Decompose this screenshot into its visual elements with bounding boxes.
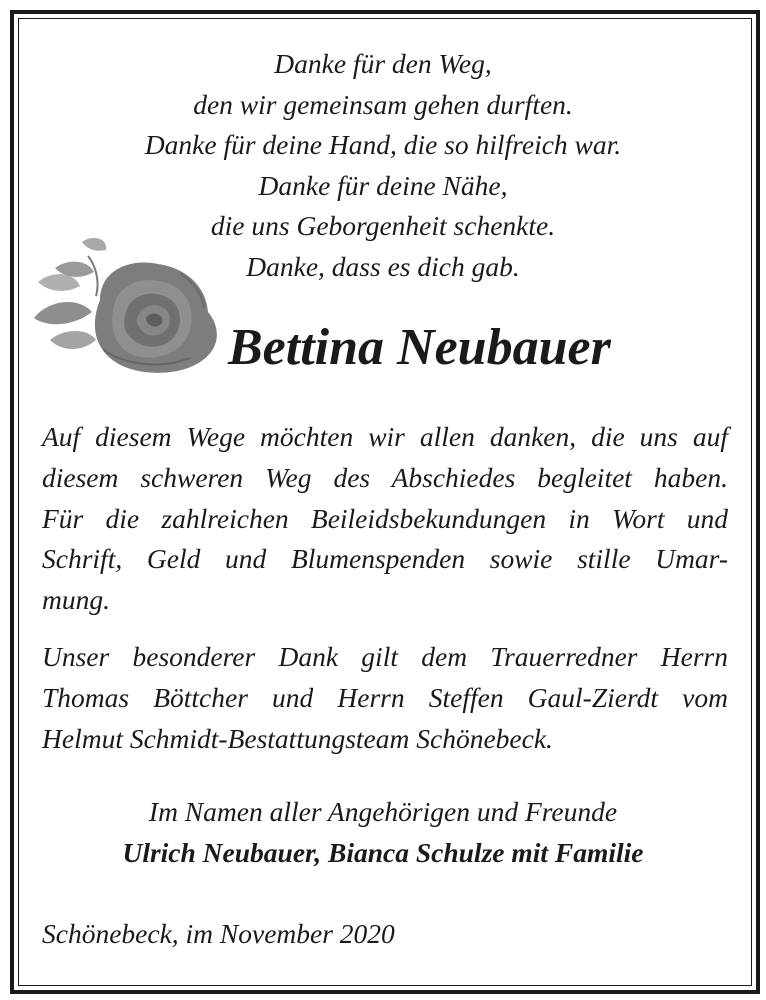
poem-line: die uns Geborgenheit schenkte. [210,210,556,241]
poem-line: Danke für deine Hand, die so hilfreich war. [144,129,622,160]
thanks-line: Thomas Böttcher und Herrn Steffen Gaul-Zierdt vom [42,681,728,713]
thanks-line: diesem schweren Weg des Abschiedes begleitet haben. [42,461,728,493]
poem-line: Danke, dass es dich gab. [246,250,520,282]
poem-line: den wir gemeinsam gehen durften. [193,88,573,120]
poem-line: Danke für deine Nähe, [258,169,508,201]
thanks-line: Auf diesem Wege möchten wir allen danken, die uns auf [42,421,728,452]
signature-intro: Im Namen aller Angehörigen und Freunde [148,796,618,827]
thanks-line: Für die zahlreichen Beileidsbekundungen in Wort und [42,502,728,534]
thanks-line: Helmut Schmidt-Bestattungsteam Schönebeck. [42,722,553,754]
thanks-paragraph [42,417,728,621]
place-date: Schönebeck, im November 2020 [42,918,395,949]
poem-line: Danke für den Weg, [274,48,492,79]
signature-names: Ulrich Neubauer, Bianca Schulze mit Familie [122,837,644,868]
thanks-line: mung. [42,584,110,616]
thanks-line: Schrift, Geld und Blumenspenden sowie stille Umar- [42,543,728,575]
deceased-name: Bettina Neubauer [228,319,611,376]
special-thanks-paragraph [42,637,728,759]
thanks-line: Unser besonderer Dank gilt dem Trauerredner Herrn [42,641,728,672]
rose-icon [30,230,230,380]
